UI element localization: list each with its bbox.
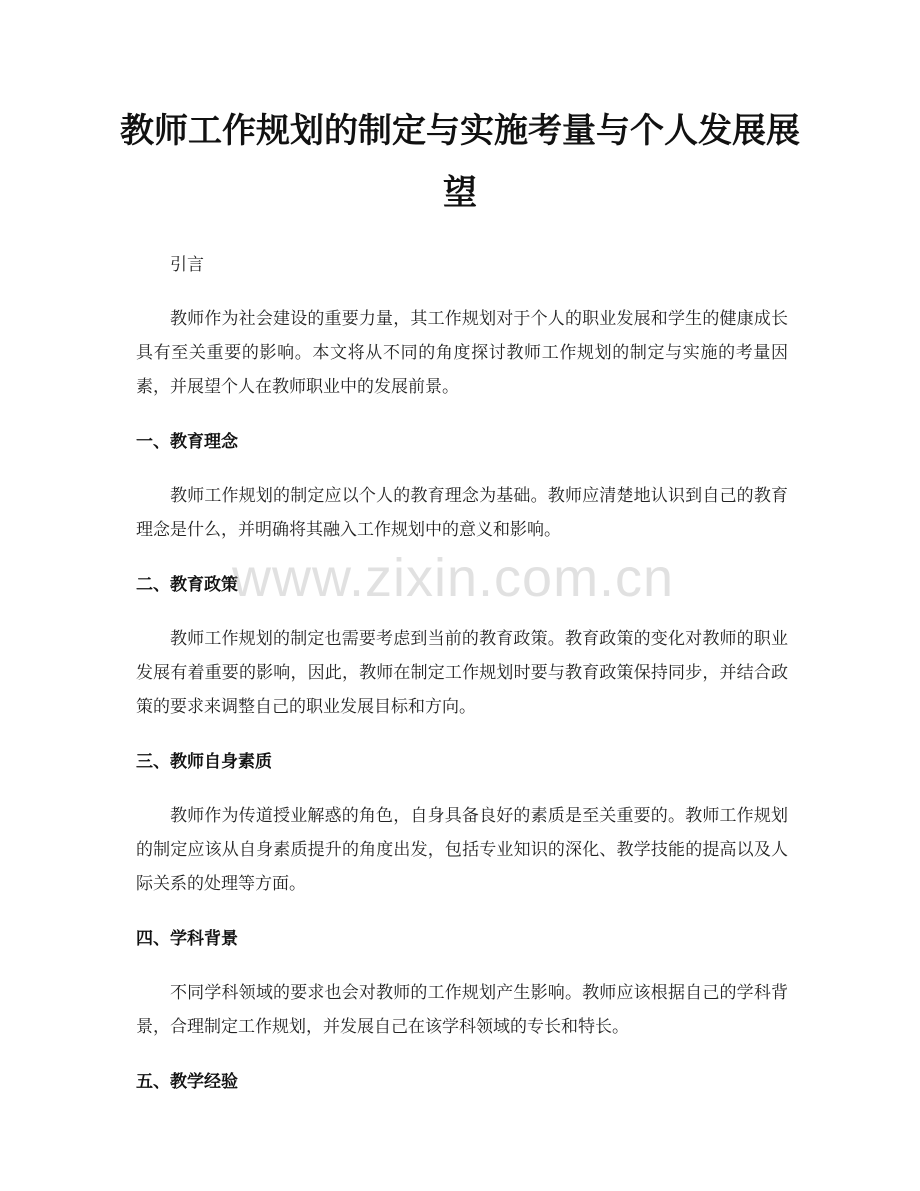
- section-heading: 三、教师自身素质: [136, 752, 272, 772]
- section-heading: 二、教育政策: [136, 575, 238, 595]
- section-4: [136, 922, 788, 1044]
- section-paragraph: 不同学科领域的要求也会对教师的工作规划产生影响。教师应该根据自己的学科背景，合理制定工作规划，并发展自己在该学科领域的专长和特长。: [136, 983, 788, 1037]
- section-heading: 五、教学经验: [136, 1072, 238, 1092]
- section-1: [136, 425, 788, 547]
- section-heading: 一、教育理念: [136, 432, 238, 452]
- section-paragraph: 教师作为传道授业解惑的角色，自身具备良好的素质是至关重要的。教师工作规划的制定应该从自身素质提升的角度出发，包括专业知识的深化、教学技能的提高以及人际关系的处理等方面。: [136, 806, 788, 894]
- document-title: 教师工作规划的制定与实施考量与个人发展展望: [120, 111, 800, 213]
- section-heading: 四、学科背景: [136, 929, 238, 949]
- intro-label: 引言: [170, 255, 204, 275]
- document-body: [136, 248, 788, 1119]
- section-2: [136, 568, 788, 724]
- intro-paragraph: 教师作为社会建设的重要力量，其工作规划对于个人的职业发展和学生的健康成长具有至关重要的影响。本文将从不同的角度探讨教师工作规划的制定与实施的考量因素，并展望个人在教师职业中的发展前景。: [136, 309, 788, 397]
- section-5: [136, 1065, 788, 1099]
- section-3: [136, 745, 788, 901]
- section-paragraph: 教师工作规划的制定应以个人的教育理念为基础。教师应清楚地认识到自己的教育理念是什么，并明确将其融入工作规划中的意义和影响。: [136, 486, 788, 540]
- section-paragraph: 教师工作规划的制定也需要考虑到当前的教育政策。教育政策的变化对教师的职业发展有着重要的影响，因此，教师在制定工作规划时要与教育政策保持同步，并结合政策的要求来调整自己的职业发展目标和方向。: [136, 629, 788, 717]
- watermark: www.zixin.com.cn: [232, 548, 675, 608]
